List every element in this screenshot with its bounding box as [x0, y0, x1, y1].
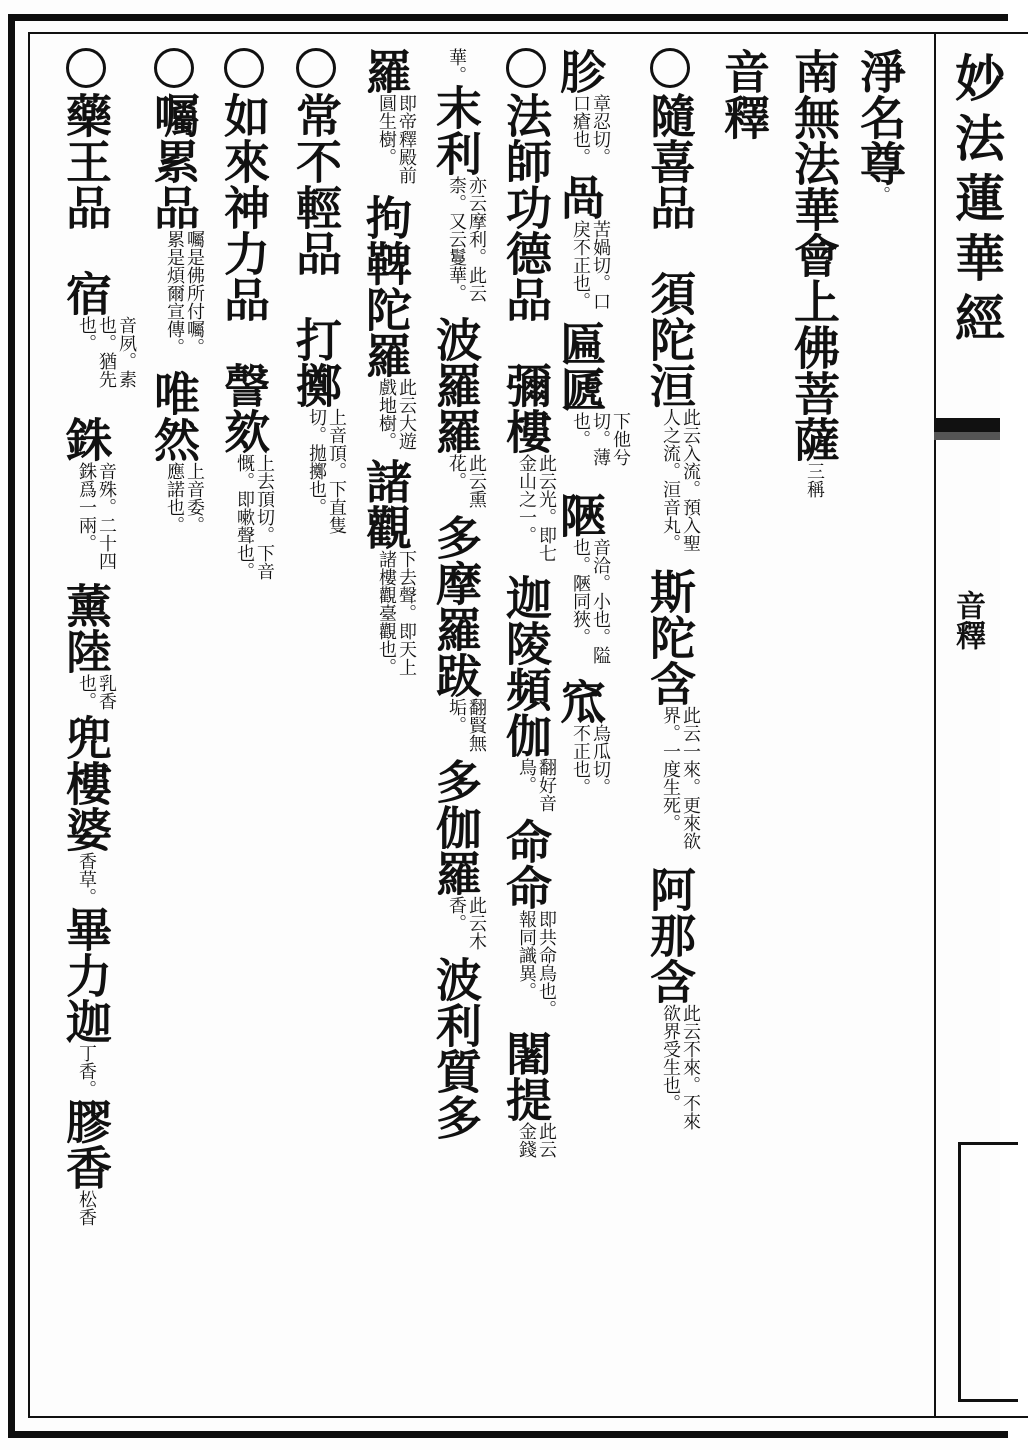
headword: 藥王品 [59, 92, 113, 230]
column [59, 48, 137, 1408]
headword: 匾㔸 [553, 320, 607, 412]
section-circle-mark [154, 48, 194, 88]
annotation: 此云入流。預入聖人之流。洹音丸。 [660, 408, 701, 552]
headword: 銖 [59, 416, 113, 462]
column [638, 48, 702, 1408]
headword: 法師功德品 [499, 92, 553, 322]
section-circle-mark [66, 48, 106, 88]
headword: 拘鞞陀羅 [359, 194, 413, 378]
annotation: 華。 [446, 48, 467, 84]
margin-divider-top [934, 418, 1000, 432]
margin-section-label: 音釋 [950, 590, 985, 650]
annotation: 上去頂切。下音慨。即嗽聲也。 [234, 454, 275, 580]
column [553, 48, 631, 1408]
annotation: 亦云摩利。此云柰。又云鬘華。 [446, 176, 487, 302]
headword: 隨喜品 [643, 92, 697, 230]
headword: 末利 [429, 84, 483, 176]
annotation: 即共命鳥也。報同識異。 [516, 910, 557, 1018]
headword: 波利質多 [429, 956, 483, 1140]
annotation: 翻賢無垢。 [446, 698, 487, 752]
headword: 宿 [59, 270, 113, 316]
annotation: 囑是佛所付囑。累是煩爾宣傳。 [164, 230, 205, 356]
headword: 多伽羅 [429, 758, 483, 896]
headword: 囑累品 [147, 92, 201, 230]
column [848, 48, 912, 1408]
headword: 唯然 [147, 370, 201, 462]
column [424, 48, 488, 1408]
headword: 兜樓婆 [59, 714, 113, 852]
annotation: 此云木香。 [446, 896, 487, 950]
annotation: 松香 [76, 1190, 97, 1226]
annotation: 此云一來。更來欲界。一度生死。 [660, 706, 701, 850]
column [782, 48, 846, 1408]
margin-box [958, 1142, 1018, 1402]
annotation: 此云不來。不來欲界受生也。 [660, 1004, 701, 1130]
annotation: 。 [870, 186, 891, 204]
headword: 窊 [553, 678, 607, 724]
headword: 波羅羅 [429, 316, 483, 454]
headword: 音釋 [717, 48, 771, 140]
section-circle-mark [506, 48, 546, 88]
annotation: 章忍切。口瘡也。 [570, 94, 611, 166]
annotation: 此云大遊戲地樹。 [376, 378, 417, 450]
headword: 常不輕品 [289, 92, 343, 276]
annotation: 即帝釋殿前圓生樹。 [376, 94, 417, 184]
annotation: 音洽。小也。隘也。陿同狹。 [570, 538, 611, 664]
headword: 迦陵頻伽 [499, 574, 553, 758]
headword: 膠香 [59, 1098, 113, 1190]
section-circle-mark [650, 48, 690, 88]
headword: 多摩羅跋 [429, 514, 483, 698]
headword: 胗 [553, 48, 607, 94]
headword: 薰陸 [59, 582, 113, 674]
annotation: 乳香也。 [76, 674, 117, 710]
margin-book-title: 妙法蓮華經 [947, 52, 1006, 352]
section-circle-mark [296, 48, 336, 88]
annotation: 此云熏花。 [446, 454, 487, 508]
column [142, 48, 206, 1408]
headword: 命命 [499, 818, 553, 910]
headword: 咼 [553, 174, 607, 220]
annotation: 此云光。即七金山之一。 [516, 454, 557, 562]
annotation: 丁香。 [76, 1044, 97, 1098]
annotation: 翻好音鳥。 [516, 758, 557, 812]
annotation: 此云金錢 [516, 1122, 557, 1158]
section-circle-mark [224, 48, 264, 88]
headword: 謦欬 [217, 362, 271, 454]
column [712, 48, 776, 1408]
annotation: 音夙。素也。猶先也。 [76, 316, 137, 388]
annotation: 下去聲。即天上諸樓觀臺觀也。 [376, 550, 417, 676]
annotation: 下他兮切。薄也。 [570, 412, 631, 466]
headword: 南無法華會上佛菩薩 [787, 48, 841, 462]
annotation: 三稱 [804, 462, 825, 498]
annotation: 香草。 [76, 852, 97, 906]
headword: 陿 [553, 492, 607, 538]
annotation: 烏瓜切。不正也。 [570, 724, 611, 796]
headword: 諸觀 [359, 458, 413, 550]
headword: 須陀洹 [643, 270, 697, 408]
margin-divider-shade [934, 432, 1000, 440]
column [354, 48, 418, 1408]
annotation: 上音委。應諾也。 [164, 462, 205, 534]
annotation: 音殊。二十四銖爲一兩。 [76, 462, 117, 570]
annotation: 上音頂。下直隻切。拋擲也。 [306, 408, 347, 534]
column [284, 48, 348, 1408]
headword: 羅 [359, 48, 413, 94]
headword: 阿那含 [643, 866, 697, 1004]
headword: 闍提 [499, 1030, 553, 1122]
headword: 彌樓 [499, 362, 553, 454]
annotation: 苦媧切。口戾不正也。 [570, 220, 611, 310]
headword: 淨名尊 [853, 48, 907, 186]
headword: 如來神力品 [217, 92, 271, 322]
headword: 畢力迦 [59, 906, 113, 1044]
headword: 斯陀含 [643, 568, 697, 706]
column [212, 48, 276, 1408]
column [494, 48, 558, 1408]
headword: 打擲 [289, 316, 343, 408]
